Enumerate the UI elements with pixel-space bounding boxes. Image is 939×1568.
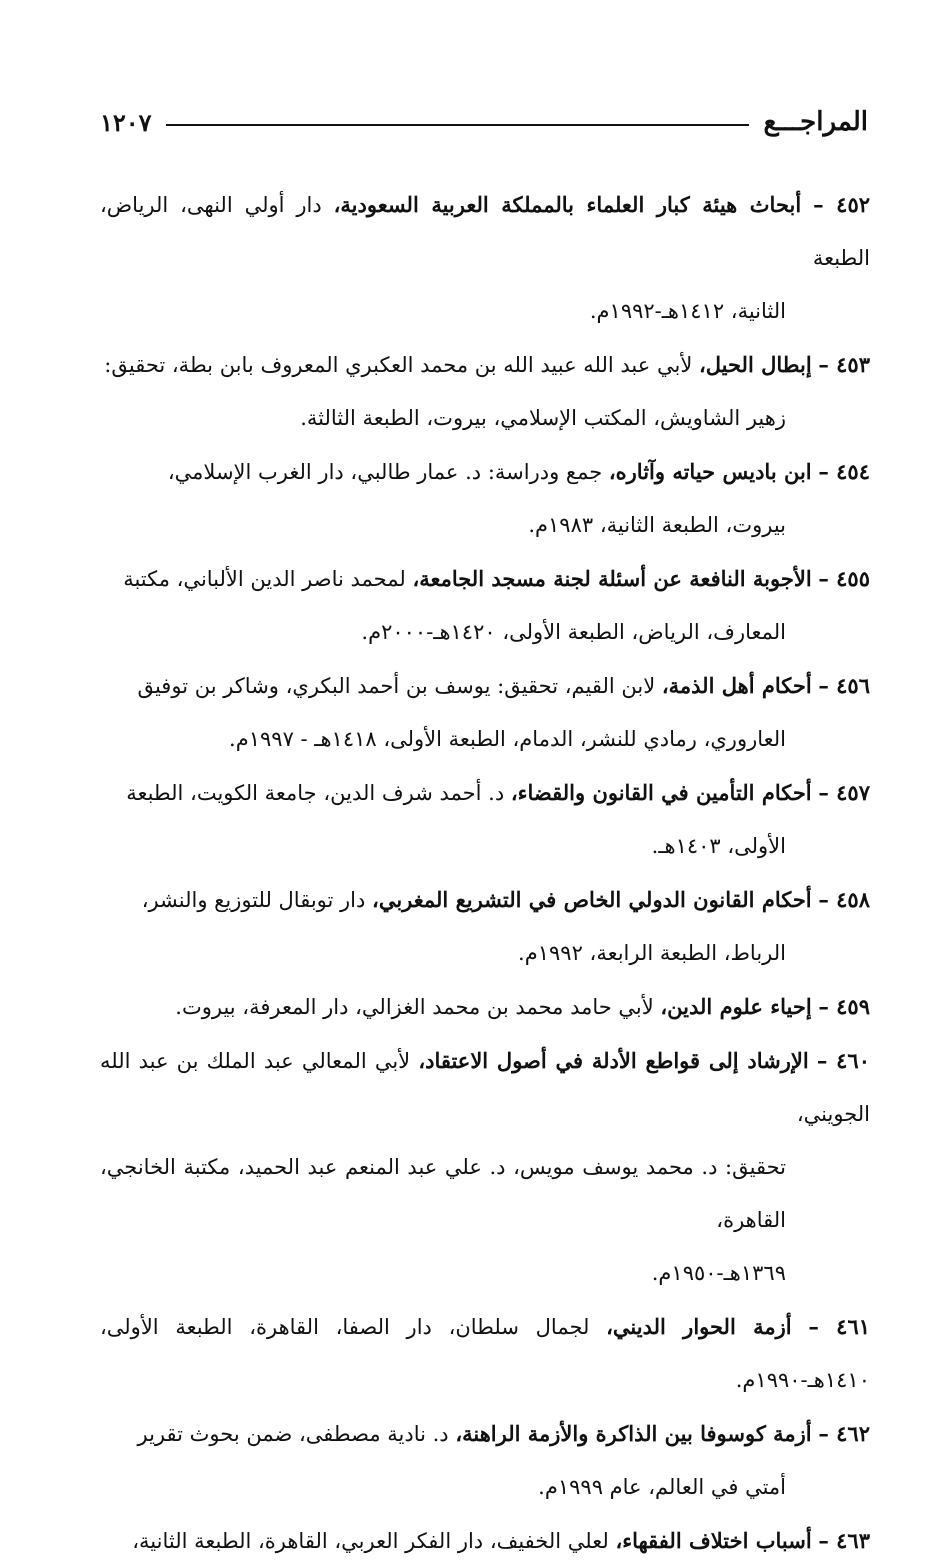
reference-details: دار أولي النهى، الرياض، الطبعة — [100, 193, 870, 270]
reference-entry — [100, 445, 870, 552]
reference-entry — [100, 338, 870, 445]
reference-details: لمحمد ناصر الدين الألباني، مكتبة — [123, 567, 413, 591]
reference-entry — [100, 659, 870, 766]
reference-title: الأجوبة النافعة عن أسئلة لجنة مسجد الجامعة، — [412, 566, 812, 591]
reference-continuation-line: المعارف، الرياض، الطبعة الأولى، ١٤٢٠هـ-٢٠٠٠م. — [361, 620, 786, 644]
reference-details: لابن القيم، تحقيق: يوسف بن أحمد البكري، وشاكر بن توفيق — [137, 674, 662, 698]
reference-number: ٤٥٧ – — [818, 780, 870, 805]
reference-number: ٤٥٢ – — [813, 192, 871, 217]
reference-title: الإرشاد إلى قواطع الأدلة في أصول الاعتقاد، — [418, 1048, 809, 1073]
reference-first-line — [100, 445, 870, 499]
reference-first-line — [100, 338, 870, 392]
reference-first-line — [100, 1407, 870, 1461]
reference-details: د. أحمد شرف الدين، جامعة الكويت، الطبعة — [126, 781, 511, 805]
section-title: المراجـــع — [763, 107, 868, 137]
reference-title: أبحاث هيئة كبار العلماء بالمملكة العربية السعودية، — [333, 192, 802, 217]
reference-first-line — [100, 1034, 870, 1141]
reference-first-line — [100, 766, 870, 820]
reference-first-line — [100, 873, 870, 927]
reference-continuation-line: الثانية، ١٤١٢هـ-١٩٩٢م. — [589, 299, 786, 323]
reference-number: ٤٦٠ – — [816, 1048, 870, 1073]
references-list — [100, 178, 870, 1568]
reference-continuation-line: ١٣٦٩هـ-١٩٥٠م. — [651, 1261, 786, 1285]
reference-title: إبطال الحيل، — [698, 352, 812, 377]
reference-number: ٤٥٤ – — [818, 459, 870, 484]
reference-entry — [100, 1300, 870, 1407]
reference-entry — [100, 1407, 870, 1514]
reference-entry — [100, 552, 870, 659]
reference-entry — [100, 1034, 870, 1300]
reference-first-line — [100, 1300, 870, 1407]
reference-entry — [100, 1514, 870, 1568]
reference-entry — [100, 980, 870, 1034]
running-header — [100, 100, 868, 144]
reference-number: ٤٥٥ – — [818, 566, 870, 591]
reference-first-line — [100, 659, 870, 713]
reference-number: ٤٥٩ – — [818, 994, 870, 1019]
reference-details: جمع ودراسة: د. عمار طالبي، دار الغرب الإسلامي، — [167, 460, 609, 484]
reference-title: إحياء علوم الدين، — [660, 994, 812, 1019]
reference-continuation-line: أمتي في العالم، عام ١٩٩٩م. — [538, 1475, 786, 1499]
reference-first-line — [100, 980, 870, 1034]
reference-number: ٤٦١ – — [808, 1314, 871, 1339]
page-number: ١٢٠٧ — [100, 107, 152, 137]
reference-continuation-line: الأولى، ١٤٠٣هـ. — [651, 834, 786, 858]
reference-number: ٤٦٣ – — [818, 1528, 870, 1553]
reference-first-line — [100, 552, 870, 606]
reference-continuation-line: العاروري، رمادي للنشر، الدمام، الطبعة الأولى، ١٤١٨هـ - ١٩٩٧م. — [229, 727, 786, 751]
reference-number: ٤٦٢ – — [818, 1421, 870, 1446]
reference-entry — [100, 766, 870, 873]
reference-details: دار توبقال للتوزيع والنشر، — [141, 888, 373, 912]
reference-number: ٤٥٨ – — [818, 887, 870, 912]
reference-title: أزمة الحوار الديني، — [606, 1314, 792, 1339]
reference-continuation-line: الرباط، الطبعة الرابعة، ١٩٩٢م. — [518, 941, 786, 965]
reference-details: لأبي عبد الله عبيد الله بن محمد العكبري المعروف بابن بطة، تحقيق: — [104, 353, 699, 377]
reference-title: أحكام القانون الدولي الخاص في التشريع المغربي، — [372, 887, 812, 912]
reference-entry — [100, 873, 870, 980]
reference-number: ٤٥٦ – — [818, 673, 870, 698]
reference-title: أزمة كوسوفا بين الذاكرة والأزمة الراهنة، — [455, 1421, 812, 1446]
reference-title: أسباب اختلاف الفقهاء، — [615, 1528, 812, 1553]
reference-entry — [100, 178, 870, 338]
reference-details: د. نادية مصطفى، ضمن بحوث تقرير — [137, 1422, 456, 1446]
reference-details: لأبي حامد محمد بن محمد الغزالي، دار المعرفة، بيروت. — [175, 995, 661, 1019]
reference-details: لعلي الخفيف، دار الفكر العربي، القاهرة، الطبعة الثانية، — [132, 1529, 616, 1553]
reference-continuation-line: تحقيق: د. محمد يوسف مويس، د. علي عبد المنعم عبد الحميد، مكتبة الخانجي، القاهرة، — [100, 1155, 786, 1232]
reference-number: ٤٥٣ – — [818, 352, 870, 377]
reference-continuation-line: زهير الشاويش، المكتب الإسلامي، بيروت، الطبعة الثالثة. — [300, 406, 786, 430]
reference-title: أحكام التأمين في القانون والقضاء، — [510, 780, 812, 805]
reference-title: أحكام أهل الذمة، — [661, 673, 812, 698]
header-rule — [166, 124, 750, 126]
reference-first-line — [100, 178, 870, 285]
reference-title: ابن باديس حياته وآثاره، — [608, 459, 812, 484]
reference-details: لأبي المعالي عبد الملك بن عبد الله الجويني، — [100, 1049, 870, 1126]
reference-first-line — [100, 1514, 870, 1568]
reference-details: لجمال سلطان، دار الصفا، القاهرة، الطبعة الأولى، ١٤١٠هـ-١٩٩٠م. — [100, 1315, 870, 1392]
reference-continuation-line: بيروت، الطبعة الثانية، ١٩٨٣م. — [528, 513, 786, 537]
